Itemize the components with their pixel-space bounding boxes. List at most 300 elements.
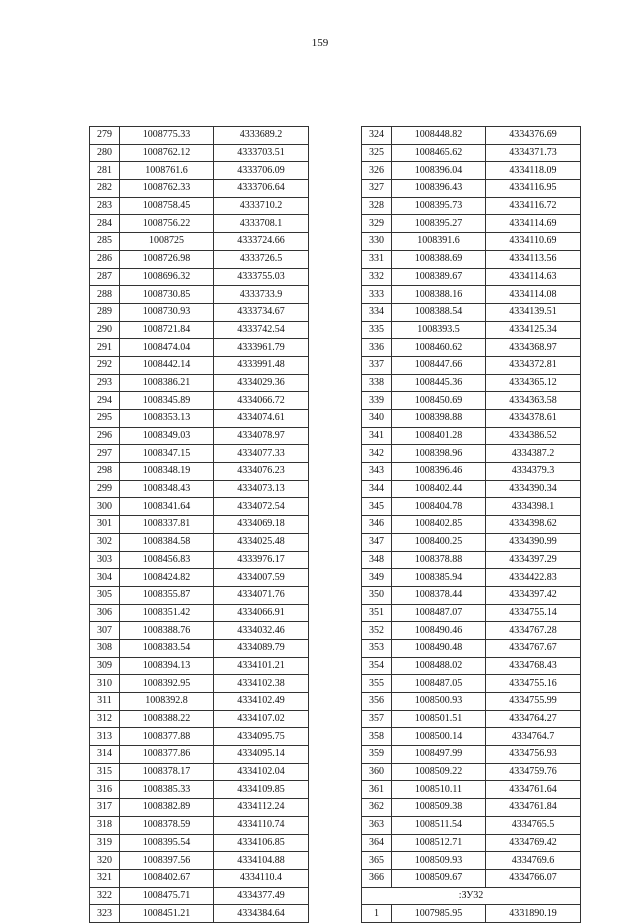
y-coordinate-cell: 4334755.14	[486, 604, 581, 622]
table-row	[362, 763, 581, 781]
x-coordinate-cell: 1008761.6	[120, 162, 214, 180]
x-coordinate-cell: 1008385.94	[392, 569, 486, 587]
point-number-cell: 340	[362, 410, 392, 428]
table-row	[362, 321, 581, 339]
table-row	[90, 799, 309, 817]
table-row	[362, 657, 581, 675]
y-coordinate-cell: 4333742.54	[214, 321, 309, 339]
table-row	[90, 339, 309, 357]
coordinates-table-left	[89, 126, 309, 923]
x-coordinate-cell: 1008337.81	[120, 516, 214, 534]
x-coordinate-cell: 1008726.98	[120, 250, 214, 268]
point-number-cell: 286	[90, 250, 120, 268]
table-row	[90, 268, 309, 286]
point-number-cell: 323	[90, 905, 120, 923]
x-coordinate-cell: 1008392.95	[120, 675, 214, 693]
table-row	[90, 480, 309, 498]
x-coordinate-cell: 1008377.88	[120, 728, 214, 746]
table-row	[90, 586, 309, 604]
x-coordinate-cell: 1008756.22	[120, 215, 214, 233]
point-number-cell: 362	[362, 799, 392, 817]
x-coordinate-cell: 1008385.33	[120, 781, 214, 799]
y-coordinate-cell: 4333734.67	[214, 303, 309, 321]
point-number-cell: 307	[90, 622, 120, 640]
y-coordinate-cell: 4333733.9	[214, 286, 309, 304]
y-coordinate-cell: 4334066.91	[214, 604, 309, 622]
y-coordinate-cell: 4334107.02	[214, 710, 309, 728]
x-coordinate-cell: 1008391.6	[392, 233, 486, 251]
y-coordinate-cell: 4334116.72	[486, 197, 581, 215]
table-row	[362, 551, 581, 569]
point-number-cell: 335	[362, 321, 392, 339]
point-number-cell: 285	[90, 233, 120, 251]
x-coordinate-cell: 1008500.14	[392, 728, 486, 746]
x-coordinate-cell: 1008450.69	[392, 392, 486, 410]
y-coordinate-cell: 4334398.1	[486, 498, 581, 516]
x-coordinate-cell: 1008510.11	[392, 781, 486, 799]
table-row	[90, 180, 309, 198]
table-row	[90, 127, 309, 145]
point-number-cell: 337	[362, 356, 392, 374]
y-coordinate-cell: 4334029.36	[214, 374, 309, 392]
x-coordinate-cell: 1008725	[120, 233, 214, 251]
x-coordinate-cell: 1008456.83	[120, 551, 214, 569]
y-coordinate-cell: 4334116.95	[486, 180, 581, 198]
table-row	[90, 869, 309, 887]
point-number-cell: 354	[362, 657, 392, 675]
point-number-cell: 291	[90, 339, 120, 357]
point-number-cell: 338	[362, 374, 392, 392]
point-number-cell: 287	[90, 268, 120, 286]
point-number-cell: 290	[90, 321, 120, 339]
x-coordinate-cell: 1008762.33	[120, 180, 214, 198]
x-coordinate-cell: 1008341.64	[120, 498, 214, 516]
x-coordinate-cell: 1008383.54	[120, 639, 214, 657]
table-row	[362, 180, 581, 198]
y-coordinate-cell: 4334368.97	[486, 339, 581, 357]
point-number-cell: 292	[90, 356, 120, 374]
y-coordinate-cell: 4334071.76	[214, 586, 309, 604]
point-number-cell: 329	[362, 215, 392, 233]
table-row	[362, 516, 581, 534]
point-number-cell: 298	[90, 463, 120, 481]
table-row	[362, 339, 581, 357]
x-coordinate-cell: 1008388.76	[120, 622, 214, 640]
point-number-cell: 343	[362, 463, 392, 481]
table-row	[362, 144, 581, 162]
y-coordinate-cell: 4334766.07	[486, 869, 581, 887]
table-row	[90, 657, 309, 675]
x-coordinate-cell: 1008490.46	[392, 622, 486, 640]
y-coordinate-cell: 4333726.5	[214, 250, 309, 268]
x-coordinate-cell: 1008758.45	[120, 197, 214, 215]
y-coordinate-cell: 4334759.76	[486, 763, 581, 781]
point-number-cell: 310	[90, 675, 120, 693]
table-row	[362, 250, 581, 268]
x-coordinate-cell: 1008488.02	[392, 657, 486, 675]
x-coordinate-cell: 1008501.51	[392, 710, 486, 728]
y-coordinate-cell: 4334765.5	[486, 816, 581, 834]
point-number-cell: 359	[362, 746, 392, 764]
point-number-cell: 309	[90, 657, 120, 675]
point-number-cell: 351	[362, 604, 392, 622]
point-number-cell: 303	[90, 551, 120, 569]
table-row	[90, 639, 309, 657]
x-coordinate-cell: 1008730.85	[120, 286, 214, 304]
table-row	[362, 816, 581, 834]
table-row	[362, 869, 581, 887]
x-coordinate-cell: 1008465.62	[392, 144, 486, 162]
x-coordinate-cell: 1008395.27	[392, 215, 486, 233]
point-number-cell: 333	[362, 286, 392, 304]
table-row	[362, 639, 581, 657]
point-number-cell: 345	[362, 498, 392, 516]
y-coordinate-cell: 4334110.4	[214, 869, 309, 887]
x-coordinate-cell: 1008347.15	[120, 445, 214, 463]
y-coordinate-cell: 4334761.64	[486, 781, 581, 799]
point-number-cell: 317	[90, 799, 120, 817]
table-row	[90, 303, 309, 321]
table-row	[362, 356, 581, 374]
y-coordinate-cell: 4334118.09	[486, 162, 581, 180]
x-coordinate-cell: 1008511.54	[392, 816, 486, 834]
x-coordinate-cell: 1008509.93	[392, 852, 486, 870]
point-number-cell: 356	[362, 693, 392, 711]
table-row	[90, 286, 309, 304]
y-coordinate-cell: 4331890.19	[486, 905, 581, 923]
y-coordinate-cell: 4334102.49	[214, 693, 309, 711]
point-number-cell: 364	[362, 834, 392, 852]
y-coordinate-cell: 4333703.51	[214, 144, 309, 162]
table-row	[362, 905, 581, 923]
y-coordinate-cell: 4334076.23	[214, 463, 309, 481]
table-row	[362, 374, 581, 392]
table-row	[362, 604, 581, 622]
x-coordinate-cell: 1008384.58	[120, 533, 214, 551]
x-coordinate-cell: 1008398.88	[392, 410, 486, 428]
table-row	[90, 215, 309, 233]
y-coordinate-cell: 4334072.54	[214, 498, 309, 516]
table-row	[362, 127, 581, 145]
y-coordinate-cell: 4334386.52	[486, 427, 581, 445]
x-coordinate-cell: 1008382.89	[120, 799, 214, 817]
x-coordinate-cell: 1008721.84	[120, 321, 214, 339]
y-coordinate-cell: 4334078.97	[214, 427, 309, 445]
point-number-cell: 324	[362, 127, 392, 145]
x-coordinate-cell: 1008448.82	[392, 127, 486, 145]
table-row	[90, 905, 309, 923]
y-coordinate-cell: 4334767.28	[486, 622, 581, 640]
point-number-cell: 327	[362, 180, 392, 198]
x-coordinate-cell: 1008762.12	[120, 144, 214, 162]
x-coordinate-cell: 1008490.48	[392, 639, 486, 657]
y-coordinate-cell: 4334095.75	[214, 728, 309, 746]
y-coordinate-cell: 4333961.79	[214, 339, 309, 357]
y-coordinate-cell: 4334379.3	[486, 463, 581, 481]
table-row	[90, 197, 309, 215]
x-coordinate-cell: 1008388.22	[120, 710, 214, 728]
y-coordinate-cell: 4334384.64	[214, 905, 309, 923]
table-row	[90, 233, 309, 251]
point-number-cell: 325	[362, 144, 392, 162]
x-coordinate-cell: 1008401.28	[392, 427, 486, 445]
x-coordinate-cell: 1008396.04	[392, 162, 486, 180]
y-coordinate-cell: 4334089.79	[214, 639, 309, 657]
table-row	[90, 356, 309, 374]
x-coordinate-cell: 1008348.43	[120, 480, 214, 498]
x-coordinate-cell: 1008509.22	[392, 763, 486, 781]
table-row	[362, 622, 581, 640]
x-coordinate-cell: 1008509.67	[392, 869, 486, 887]
x-coordinate-cell: 1008355.87	[120, 586, 214, 604]
y-coordinate-cell: 4334114.63	[486, 268, 581, 286]
point-number-cell: 288	[90, 286, 120, 304]
x-coordinate-cell: 1007985.95	[392, 905, 486, 923]
y-coordinate-cell: 4334756.93	[486, 746, 581, 764]
point-number-cell: 352	[362, 622, 392, 640]
x-coordinate-cell: 1008696.32	[120, 268, 214, 286]
y-coordinate-cell: 4334125.34	[486, 321, 581, 339]
x-coordinate-cell: 1008388.69	[392, 250, 486, 268]
point-number-cell: 297	[90, 445, 120, 463]
x-coordinate-cell: 1008447.66	[392, 356, 486, 374]
table-row	[90, 498, 309, 516]
table-row	[90, 162, 309, 180]
point-number-cell: 282	[90, 180, 120, 198]
x-coordinate-cell: 1008349.03	[120, 427, 214, 445]
table-row	[362, 675, 581, 693]
point-number-cell: 314	[90, 746, 120, 764]
table-row	[362, 286, 581, 304]
table-row	[362, 569, 581, 587]
y-coordinate-cell: 4334769.42	[486, 834, 581, 852]
x-coordinate-cell: 1008353.13	[120, 410, 214, 428]
y-coordinate-cell: 4334069.18	[214, 516, 309, 534]
y-coordinate-cell: 4334755.16	[486, 675, 581, 693]
point-number-cell: 304	[90, 569, 120, 587]
y-coordinate-cell: 4333724.66	[214, 233, 309, 251]
table-row	[90, 410, 309, 428]
x-coordinate-cell: 1008509.38	[392, 799, 486, 817]
y-coordinate-cell: 4334767.67	[486, 639, 581, 657]
point-number-cell: 358	[362, 728, 392, 746]
x-coordinate-cell: 1008460.62	[392, 339, 486, 357]
y-coordinate-cell: 4334377.49	[214, 887, 309, 905]
y-coordinate-cell: 4334114.08	[486, 286, 581, 304]
y-coordinate-cell: 4334102.38	[214, 675, 309, 693]
x-coordinate-cell: 1008730.93	[120, 303, 214, 321]
point-number-cell: 365	[362, 852, 392, 870]
section-label-row	[362, 887, 581, 905]
x-coordinate-cell: 1008377.86	[120, 746, 214, 764]
point-number-cell: 311	[90, 693, 120, 711]
point-number-cell: 313	[90, 728, 120, 746]
point-number-cell: 355	[362, 675, 392, 693]
x-coordinate-cell: 1008386.21	[120, 374, 214, 392]
point-number-cell: 289	[90, 303, 120, 321]
x-coordinate-cell: 1008396.46	[392, 463, 486, 481]
x-coordinate-cell: 1008400.25	[392, 533, 486, 551]
x-coordinate-cell: 1008775.33	[120, 127, 214, 145]
y-coordinate-cell: 4334077.33	[214, 445, 309, 463]
table-row	[362, 586, 581, 604]
x-coordinate-cell: 1008397.56	[120, 852, 214, 870]
table-row	[362, 233, 581, 251]
x-coordinate-cell: 1008402.67	[120, 869, 214, 887]
y-coordinate-cell: 4334397.42	[486, 586, 581, 604]
table-row	[90, 675, 309, 693]
y-coordinate-cell: 4333755.03	[214, 268, 309, 286]
x-coordinate-cell: 1008389.67	[392, 268, 486, 286]
y-coordinate-cell: 4334073.13	[214, 480, 309, 498]
x-coordinate-cell: 1008388.16	[392, 286, 486, 304]
table-row	[90, 516, 309, 534]
y-coordinate-cell: 4334764.27	[486, 710, 581, 728]
y-coordinate-cell: 4334113.56	[486, 250, 581, 268]
y-coordinate-cell: 4334390.34	[486, 480, 581, 498]
point-number-cell: 301	[90, 516, 120, 534]
y-coordinate-cell: 4334376.69	[486, 127, 581, 145]
point-number-cell: 280	[90, 144, 120, 162]
table-row	[90, 887, 309, 905]
y-coordinate-cell: 4334101.21	[214, 657, 309, 675]
table-row	[362, 445, 581, 463]
point-number-cell: 312	[90, 710, 120, 728]
table-row	[90, 728, 309, 746]
point-number-cell: 347	[362, 533, 392, 551]
point-number-cell: 306	[90, 604, 120, 622]
y-coordinate-cell: 4334066.72	[214, 392, 309, 410]
x-coordinate-cell: 1008378.44	[392, 586, 486, 604]
y-coordinate-cell: 4334755.99	[486, 693, 581, 711]
point-number-cell: 349	[362, 569, 392, 587]
point-number-cell: 320	[90, 852, 120, 870]
table-row	[362, 728, 581, 746]
x-coordinate-cell: 1008442.14	[120, 356, 214, 374]
table-row	[362, 834, 581, 852]
table-row	[90, 392, 309, 410]
x-coordinate-cell: 1008395.54	[120, 834, 214, 852]
x-coordinate-cell: 1008487.05	[392, 675, 486, 693]
x-coordinate-cell: 1008497.99	[392, 746, 486, 764]
table-row	[362, 498, 581, 516]
table-row	[362, 852, 581, 870]
point-number-cell: 295	[90, 410, 120, 428]
table-row	[90, 604, 309, 622]
y-coordinate-cell: 4334104.88	[214, 852, 309, 870]
y-coordinate-cell: 4333710.2	[214, 197, 309, 215]
x-coordinate-cell: 1008394.13	[120, 657, 214, 675]
table-row	[362, 463, 581, 481]
y-coordinate-cell: 4334102.04	[214, 763, 309, 781]
y-coordinate-cell: 4333991.48	[214, 356, 309, 374]
point-number-cell: 360	[362, 763, 392, 781]
point-number-cell: 366	[362, 869, 392, 887]
table-row	[362, 392, 581, 410]
y-coordinate-cell: 4334769.6	[486, 852, 581, 870]
x-coordinate-cell: 1008500.93	[392, 693, 486, 711]
y-coordinate-cell: 4334372.81	[486, 356, 581, 374]
point-number-cell: 279	[90, 127, 120, 145]
table-row	[90, 781, 309, 799]
table-row	[362, 303, 581, 321]
y-coordinate-cell: 4334764.7	[486, 728, 581, 746]
x-coordinate-cell: 1008402.44	[392, 480, 486, 498]
point-number-cell: 284	[90, 215, 120, 233]
point-number-cell: 363	[362, 816, 392, 834]
table-row	[90, 144, 309, 162]
y-coordinate-cell: 4333708.1	[214, 215, 309, 233]
point-number-cell: 341	[362, 427, 392, 445]
point-number-cell: 357	[362, 710, 392, 728]
point-number-cell: 328	[362, 197, 392, 215]
y-coordinate-cell: 4334095.14	[214, 746, 309, 764]
x-coordinate-cell: 1008404.78	[392, 498, 486, 516]
table-row	[90, 427, 309, 445]
table-row	[90, 463, 309, 481]
x-coordinate-cell: 1008475.71	[120, 887, 214, 905]
table-row	[362, 746, 581, 764]
x-coordinate-cell: 1008378.17	[120, 763, 214, 781]
y-coordinate-cell: 4334761.84	[486, 799, 581, 817]
y-coordinate-cell: 4333706.64	[214, 180, 309, 198]
y-coordinate-cell: 4334422.83	[486, 569, 581, 587]
y-coordinate-cell: 4334139.51	[486, 303, 581, 321]
point-number-cell: 294	[90, 392, 120, 410]
point-number-cell: 319	[90, 834, 120, 852]
y-coordinate-cell: 4334025.48	[214, 533, 309, 551]
table-row	[362, 410, 581, 428]
point-number-cell: 346	[362, 516, 392, 534]
x-coordinate-cell: 1008378.59	[120, 816, 214, 834]
point-number-cell: 350	[362, 586, 392, 604]
y-coordinate-cell: 4334365.12	[486, 374, 581, 392]
point-number-cell: 344	[362, 480, 392, 498]
point-number-cell: 332	[362, 268, 392, 286]
point-number-cell: 293	[90, 374, 120, 392]
y-coordinate-cell: 4333976.17	[214, 551, 309, 569]
y-coordinate-cell: 4334387.2	[486, 445, 581, 463]
x-coordinate-cell: 1008474.04	[120, 339, 214, 357]
y-coordinate-cell: 4334074.61	[214, 410, 309, 428]
y-coordinate-cell: 4334114.69	[486, 215, 581, 233]
y-coordinate-cell: 4334363.58	[486, 392, 581, 410]
table-row	[90, 763, 309, 781]
y-coordinate-cell: 4334112.24	[214, 799, 309, 817]
table-row	[90, 445, 309, 463]
x-coordinate-cell: 1008351.42	[120, 604, 214, 622]
point-number-cell: 339	[362, 392, 392, 410]
x-coordinate-cell: 1008396.43	[392, 180, 486, 198]
point-number-cell: 302	[90, 533, 120, 551]
point-number-cell: 296	[90, 427, 120, 445]
point-number-cell: 334	[362, 303, 392, 321]
y-coordinate-cell: 4334390.99	[486, 533, 581, 551]
table-row	[362, 693, 581, 711]
x-coordinate-cell: 1008345.89	[120, 392, 214, 410]
table-row	[362, 268, 581, 286]
y-coordinate-cell: 4334397.29	[486, 551, 581, 569]
point-number-cell: 326	[362, 162, 392, 180]
point-number-cell: 331	[362, 250, 392, 268]
table-row	[90, 816, 309, 834]
table-row	[90, 710, 309, 728]
point-number-cell: 283	[90, 197, 120, 215]
point-number-cell: 300	[90, 498, 120, 516]
x-coordinate-cell: 1008424.82	[120, 569, 214, 587]
table-row	[90, 622, 309, 640]
table-row	[362, 427, 581, 445]
